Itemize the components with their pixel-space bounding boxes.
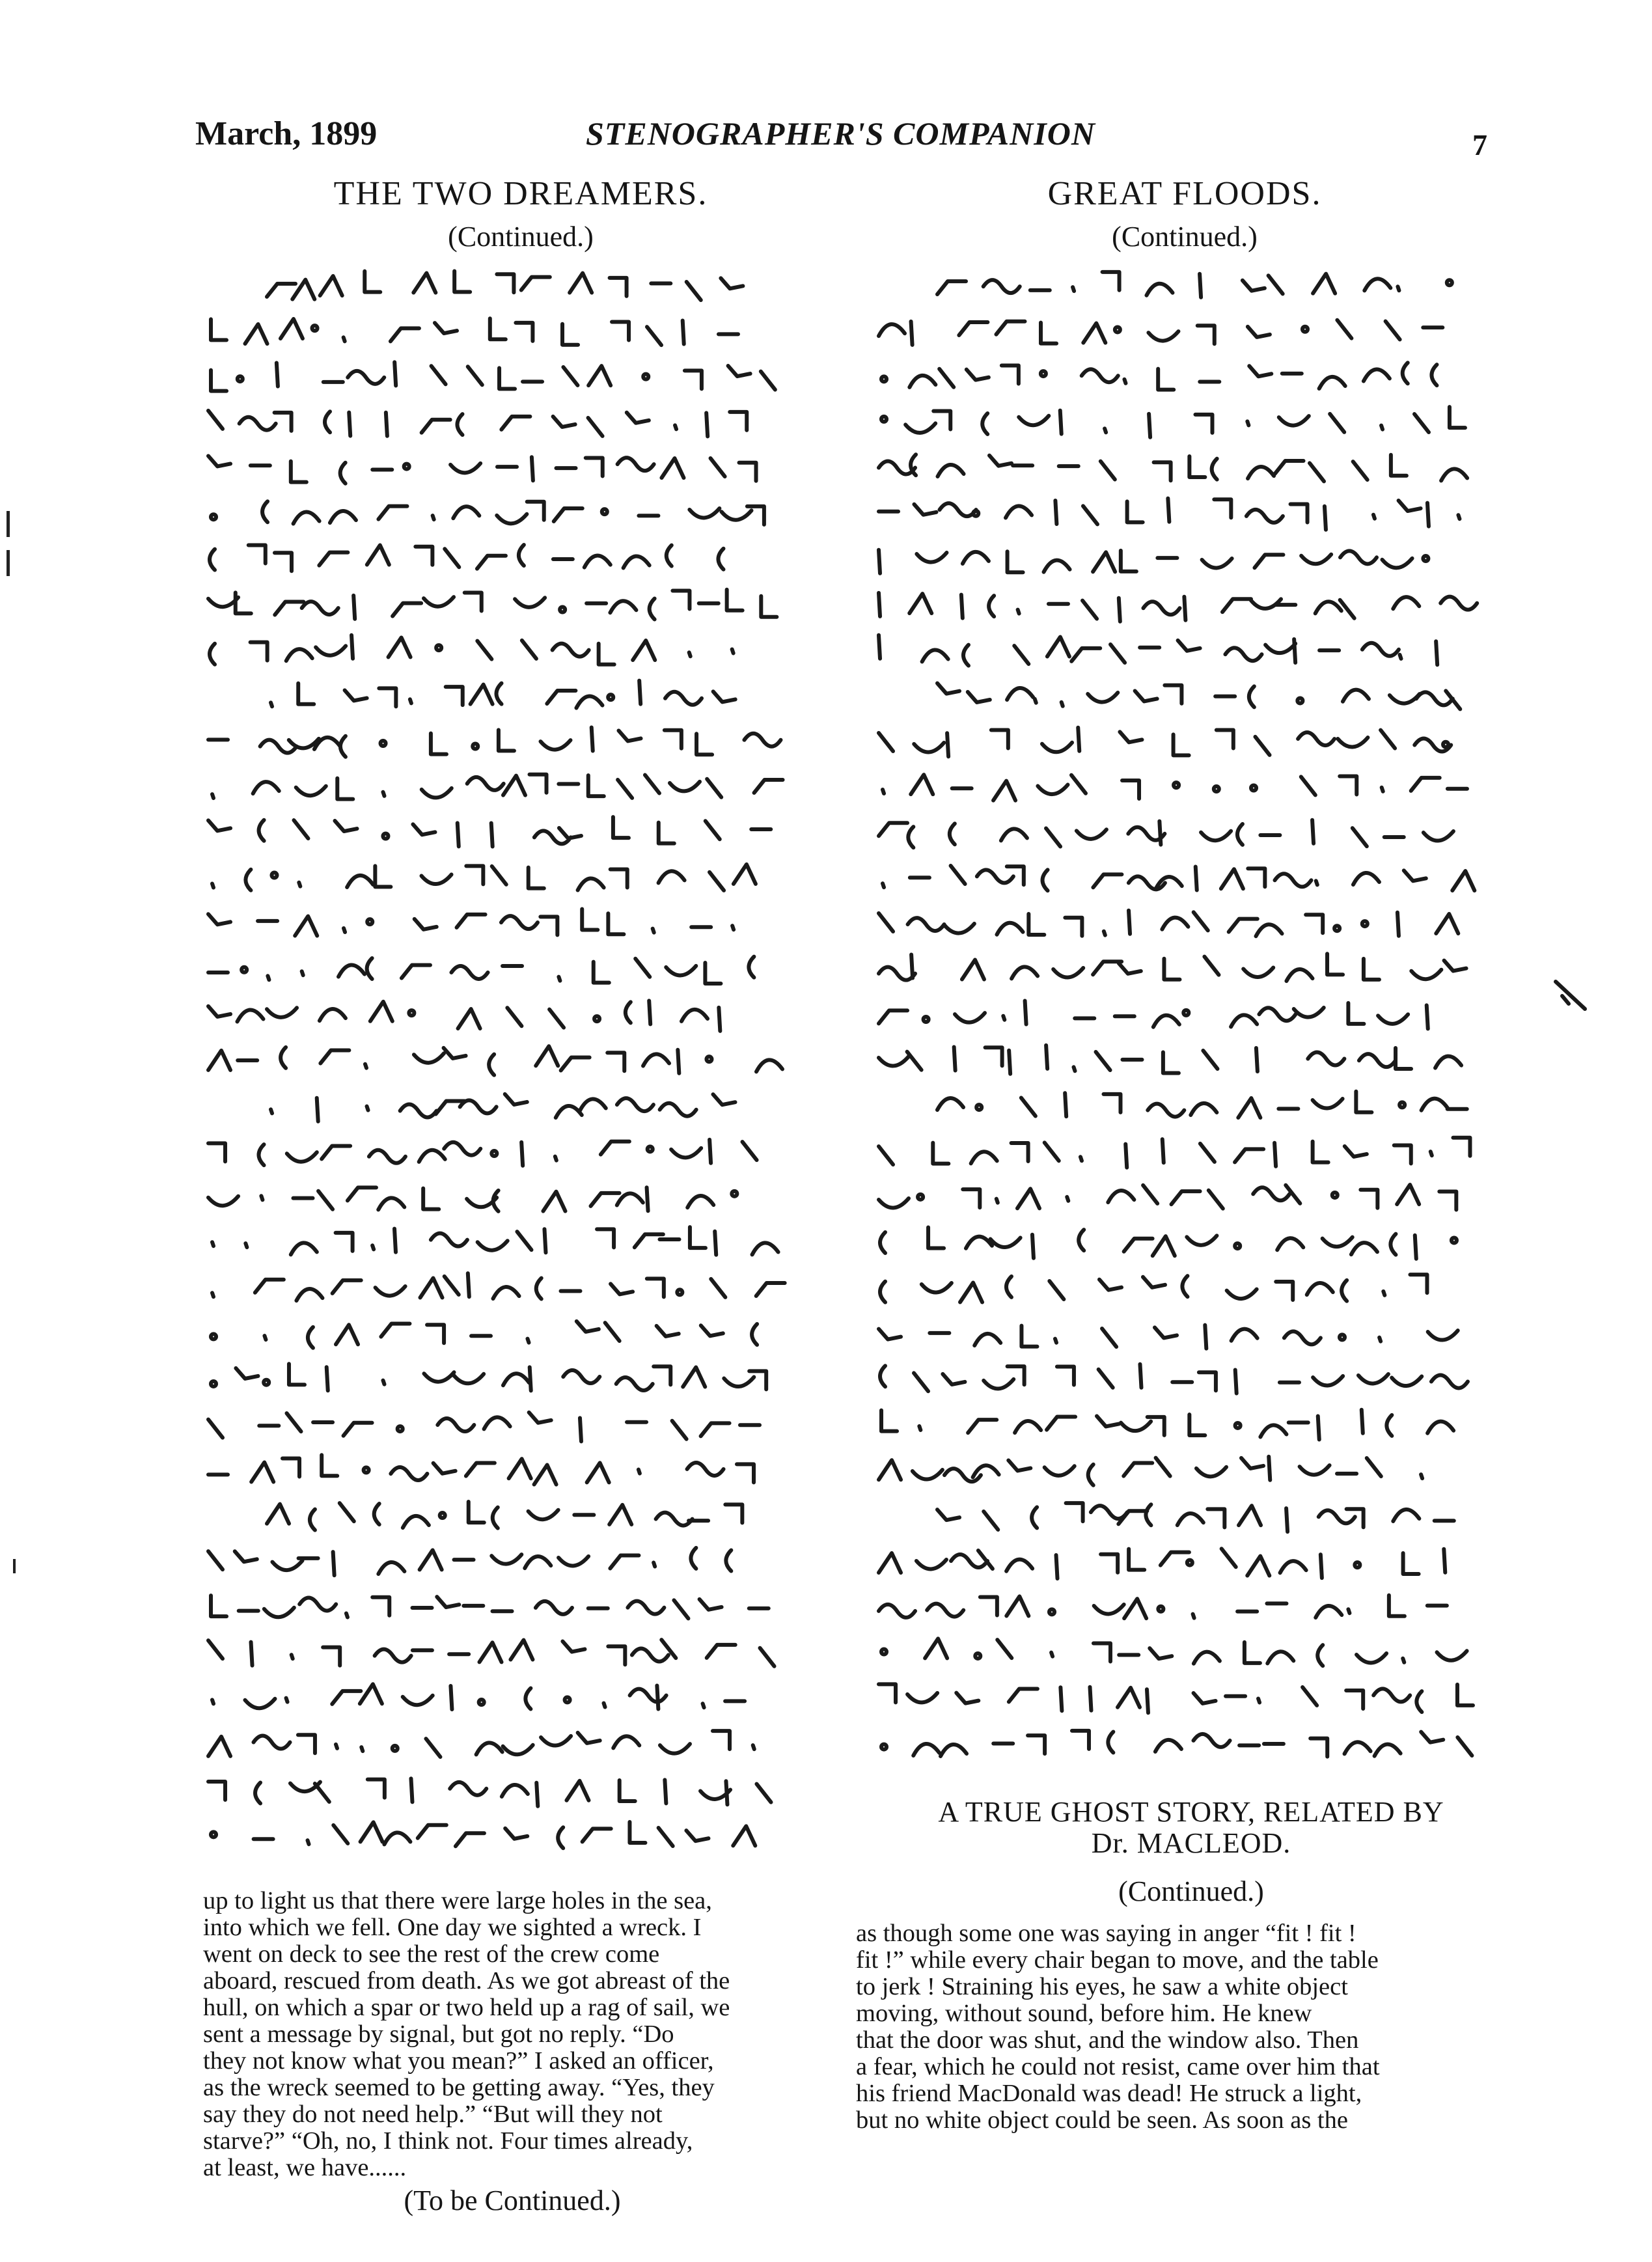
prose-line: at least, we have...... (203, 2154, 407, 2181)
prose-line: to jerk ! Straining his eyes, he saw a white object (856, 1973, 1348, 2000)
to-be-continued: (To be Continued.) (404, 2185, 621, 2216)
prose-line: sent a message by signal, but got no reply. “Do (203, 2021, 674, 2048)
margin-stroke (1552, 976, 1591, 1015)
ghost-story-title-line: A TRUE GHOST STORY, RELATED BY (938, 1796, 1444, 1828)
shorthand-strokes (879, 272, 1477, 1757)
prose-line: hull, on which a spar or two held up a rag of sail, we (203, 1994, 730, 2021)
prose-line: up to light us that there were large holes in the sea, (203, 1887, 712, 1914)
left-column-title: THE TWO DREAMERS. (333, 175, 708, 212)
prose-line: into which we fell. One day we sighted a wreck. I (203, 1914, 702, 1941)
prose-line: went on deck to see the rest of the crew come (203, 1940, 660, 1968)
shorthand-text-right (872, 260, 1510, 1777)
right-column-prose (856, 1920, 1507, 2134)
prose-line: his friend MacDonald was dead! He struck a light, (856, 2080, 1362, 2107)
margin-mark (13, 1559, 16, 1573)
prose-line: as the wreck seemed to be getting away. “Yes, they (203, 2074, 715, 2101)
prose-line: moving, without sound, before him. He knew (856, 2000, 1312, 2027)
prose-line: starve?” “Oh, no, I think not. Four times already, (203, 2127, 693, 2155)
margin-mark (7, 511, 10, 537)
publication-title: STENOGRAPHER'S COMPANION (586, 115, 1095, 152)
left-column-prose (203, 1888, 821, 2181)
prose-line: as though some one was saying in anger “fit ! fit ! (856, 1920, 1356, 1947)
prose-line: a fear, which he could not resist, came over him that (856, 2053, 1380, 2080)
prose-line: that the door was shut, and the window also. Then (856, 2026, 1359, 2054)
prose-line: they not know what you mean?” I asked an officer, (203, 2047, 714, 2075)
prose-line: aboard, rescued from death. As we got abreast of the (203, 1967, 730, 1994)
margin-mark (7, 550, 10, 576)
shorthand-text-left (202, 260, 814, 1868)
page-number: 7 (1472, 128, 1487, 161)
ghost-story-title (866, 1797, 1517, 1859)
prose-line: say they do not need help.” “But will they not (203, 2101, 663, 2128)
right-column-subtitle: (Continued.) (1112, 221, 1258, 253)
shorthand-strokes (208, 271, 785, 1848)
issue-date: March, 1899 (195, 115, 378, 152)
ghost-story-author: Dr. MACLEOD. (1091, 1827, 1291, 1859)
left-column-subtitle: (Continued.) (448, 221, 594, 253)
prose-line: but no white object could be seen. As soon as the (856, 2106, 1348, 2134)
right-column-title: GREAT FLOODS. (1047, 175, 1322, 212)
ghost-story-subtitle: (Continued.) (1118, 1875, 1264, 1907)
prose-line: fit !” while every chair began to move, and the table (856, 1946, 1379, 1974)
